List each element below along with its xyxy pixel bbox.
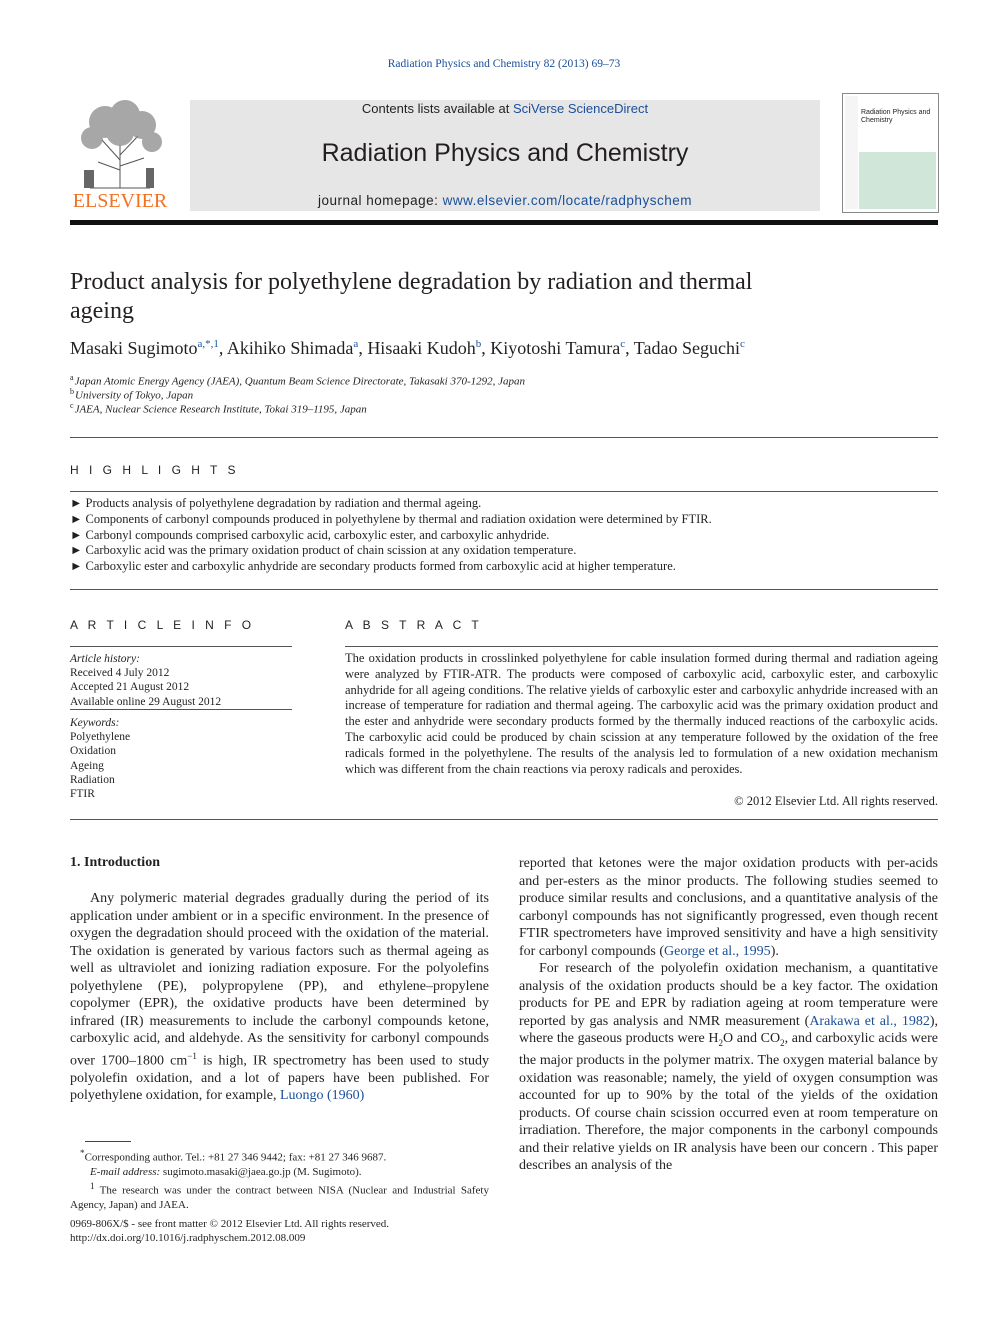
- email-text[interactable]: sugimoto.masaki@jaea.go.jp (M. Sugimoto).: [160, 1165, 362, 1178]
- article-info-heading: A R T I C L E I N F O: [70, 618, 255, 632]
- author-affiliation-marker[interactable]: a,*,1: [197, 338, 219, 350]
- cover-graphic: [859, 152, 936, 209]
- footnotes: [70, 1146, 489, 1212]
- footnote-text: The research was under the contract between NISA (Nuclear and Industrial Safety Agency, Japan) and JAEA.: [70, 1184, 489, 1211]
- keyword: Polyethylene: [70, 731, 131, 744]
- affiliation-text: Japan Atomic Energy Agency (JAEA), Quantum Beam Science Directorate, Takasaki 370-1292, Japan: [74, 375, 526, 388]
- abstract-copyright: © 2012 Elsevier Ltd. All rights reserved.: [734, 794, 938, 808]
- highlight-item: ► Carboxylic ester and carboxylic anhydride are secondary products formed from carboxylic acid at higher temperature.: [70, 559, 676, 573]
- paragraph-text: , and carboxylic acids were the major products in the polymer matrix. The oxygen material balance by oxidation was reasonable; namely, the yield of oxygen consumption was accounted for up to 90% by the total of the yields of the oxidation products. Of course chain scission occurred even at room temperature on irradiation. Therefore, the major components in the carbonyl compounds and their relative yields on IR analysis have been our concern . This paper describes an analysis of the: [519, 1031, 939, 1174]
- author-name: Hisaaki Kudoh: [367, 338, 476, 358]
- article-info-rule: [70, 646, 292, 647]
- superscript: −1: [187, 1050, 197, 1061]
- abstract-rule: [345, 646, 938, 647]
- keyword: Radiation: [70, 773, 115, 786]
- author-name: Masaki Sugimoto: [70, 338, 198, 358]
- issn-line: 0969-806X/$ - see front matter © 2012 Elsevier Ltd. All rights reserved.: [70, 1218, 390, 1230]
- intro-paragraph: [519, 855, 938, 960]
- paragraph-text: O and CO: [722, 1031, 781, 1046]
- subscript: 2: [718, 1037, 723, 1048]
- footnote-text: Corresponding author. Tel.: +81 27 346 9442; fax: +81 27 346 9687.: [84, 1151, 387, 1164]
- footnote-rule: [85, 1141, 131, 1142]
- doi-link[interactable]: http://dx.doi.org/10.1016/j.radphyschem.2012.08.009: [70, 1232, 306, 1245]
- highlight-item: ► Carbonyl compounds comprised carboxylic acid, carboxylic ester, and carboxylic anhydride.: [70, 528, 550, 542]
- highlights-rule: [70, 491, 938, 492]
- highlight-item: ► Products analysis of polyethylene degradation by radiation and thermal ageing.: [70, 496, 482, 510]
- highlights-heading: H I G H L I G H T S: [70, 463, 239, 477]
- journal-citation[interactable]: Radiation Physics and Chemistry 82 (2013) 69–73: [387, 58, 621, 70]
- cover-stripe: [845, 96, 858, 209]
- keyword: Ageing: [70, 759, 104, 772]
- citation-link[interactable]: George et al., 1995: [664, 943, 771, 959]
- header-divider: [70, 220, 938, 225]
- paragraph-text: ).: [770, 943, 779, 959]
- abstract-heading: A B S T R A C T: [345, 618, 483, 632]
- footnote-marker: 1: [90, 1181, 95, 1192]
- homepage-prefix: journal homepage:: [318, 193, 443, 208]
- history-online: Available online 29 August 2012: [70, 695, 222, 708]
- abstract-text: The oxidation products in crosslinked polyethylene for cable insulation formed during thermal and radiation ageing were analyzed by FTIR-ATR. The products were composed of carboxylic acid, carboxylic ester, and carboxylic anhydride for all ageing conditions. The relative yields of carboxylic ester and carboxylic anhydride increased with an increase of temperature for radiation and thermal ageing. The carboxylic acid was the primary oxidation product and the ester and anhydride were secondary products formed by the thermally induced reactions of the carboxylic acids. The carboxylic acid could be produced by chain scission at any temperature followed by the oxidation of the free radicals formed in the polyethylene. The results of the analysis led to formulation of a new oxidation mechanism which was different from the chain reactions via peroxy radicals and peroxides.: [345, 651, 938, 776]
- journal-name: Radiation Physics and Chemistry: [321, 139, 689, 167]
- author-name: Akihiko Shimada: [226, 338, 354, 358]
- citation-link[interactable]: Luongo (1960): [279, 1088, 365, 1104]
- article-info-block: [70, 652, 292, 709]
- contents-prefix: Contents lists available at: [361, 101, 513, 116]
- footnote-corresponding: [70, 1146, 489, 1165]
- affiliation: [70, 401, 367, 416]
- homepage-link[interactable]: www.elsevier.com/locate/radphyschem: [442, 193, 692, 208]
- sciencedirect-link[interactable]: SciVerse ScienceDirect: [512, 101, 649, 116]
- keyword: Oxidation: [70, 745, 116, 758]
- affiliation-marker: b: [70, 387, 74, 396]
- author-affiliation-marker[interactable]: c: [740, 338, 745, 350]
- publisher-logo-text: ELSEVIER: [72, 190, 168, 212]
- keyword: FTIR: [70, 788, 95, 801]
- paragraph-text: ), where the gaseous products were H: [519, 1013, 938, 1046]
- journal-cover-thumbnail[interactable]: [842, 93, 939, 213]
- author-affiliation-marker[interactable]: c: [620, 338, 626, 350]
- article-title: Product analysis for polyethylene degradation by radiation and thermal ageing: [70, 269, 753, 324]
- affiliation-text: University of Tokyo, Japan: [75, 389, 194, 402]
- intro-right-column: [519, 855, 938, 1175]
- email-label: E-mail address:: [90, 1165, 161, 1178]
- section-divider: [70, 589, 938, 590]
- paragraph-text: For research of the polyolefin oxidation mechanism, a quantitative analysis of the oxidation products should be a key factor. The oxidation products for PE and EPR by radiation ageing at room temperature were reported by gas analysis and NMR measurement (: [519, 961, 938, 1029]
- section-divider: [70, 819, 938, 820]
- front-matter-info: [70, 1217, 489, 1245]
- history-label: Article history:: [70, 653, 140, 665]
- article-info-rule: [70, 709, 292, 710]
- history-accepted: Accepted 21 August 2012: [70, 681, 190, 694]
- footnote-marker: *: [80, 1148, 85, 1158]
- history-received: Received 4 July 2012: [70, 667, 170, 680]
- affiliation: [70, 387, 193, 402]
- affiliation: [70, 373, 525, 388]
- affiliation-text: JAEA, Nuclear Science Research Institute, Tokai 319–1195, Japan: [74, 403, 367, 416]
- author-name: Tadao Seguchi: [633, 338, 740, 358]
- highlight-item: ► Components of carbonyl compounds produced in polyethylene by thermal and radiation oxidation were determined by FTIR.: [70, 512, 712, 526]
- highlight-item: ► Carboxylic acid was the primary oxidation product of chain scission at any oxidation temperature.: [70, 543, 577, 557]
- intro-paragraph: [519, 960, 938, 1175]
- journal-homepage-line: [190, 193, 820, 208]
- footnote-email: [70, 1165, 489, 1179]
- author-name: Kiyotoshi Tamura: [490, 338, 621, 358]
- intro-paragraph: [70, 890, 489, 1105]
- subscript: 2: [780, 1037, 785, 1048]
- intro-left-column: [70, 890, 489, 1105]
- affiliation-marker: a: [70, 373, 74, 382]
- author-affiliation-marker[interactable]: a: [353, 338, 359, 350]
- citation-link[interactable]: Arakawa et al., 1982: [809, 1013, 930, 1029]
- paragraph-text: is high, IR spectrometry has been used to study polyolefin oxidation, and a lot of papers have been published. For polyethylene oxidation, for example,: [70, 1053, 489, 1104]
- keywords-label: Keywords:: [70, 717, 120, 729]
- author-affiliation-marker[interactable]: b: [475, 338, 482, 350]
- paragraph-text: Any polymeric material degrades gradually during the period of its application under ambient or in a specific environment. In the presence of oxygen the degradation should proceed with the oxidation of the material. The oxidation is generated by various factors such as thermal ageing as well as ultraviolet and ionizing radiation exposure. For the polyolefins polyethylene (PE), polypropylene (PP), and ethylene–propylene copolymer (EPR), the oxidative products have been determined by infrared (IR) measurements to include the carbonyl compounds ketone, carboxylic acid, and aldehyde. As the sensitivity for carbonyl compounds over 1700–1800 cm: [70, 891, 489, 1069]
- footnote-contract: [70, 1179, 489, 1212]
- section-heading-introduction: 1. Introduction: [70, 855, 160, 870]
- contents-available-line: [190, 101, 820, 116]
- cover-title: Radiation Physics and Chemistry: [861, 109, 931, 124]
- keywords-block: [70, 716, 292, 801]
- paragraph-text: reported that ketones were the major oxidation products with per-acids and per-esters as the minor products. The following studies seemed to produce similar results and conclusions, and a quantitative analysis of the carbonyl compounds has not significantly progressed, even though recent FTIR spectrometers have improved sensitivity and have a high sensitivity for carbonyl compounds (: [519, 856, 938, 959]
- section-divider: [70, 437, 938, 438]
- affiliation-marker: c: [70, 401, 74, 410]
- author-list: Masaki Sugimoto$^{a,*,1}$, Akihiko Shimada$^a$, Hisaaki Kudoh$^b$, Kiyotoshi Tamura$^c$, Tadao Seguchi$^c$: [70, 338, 745, 358]
